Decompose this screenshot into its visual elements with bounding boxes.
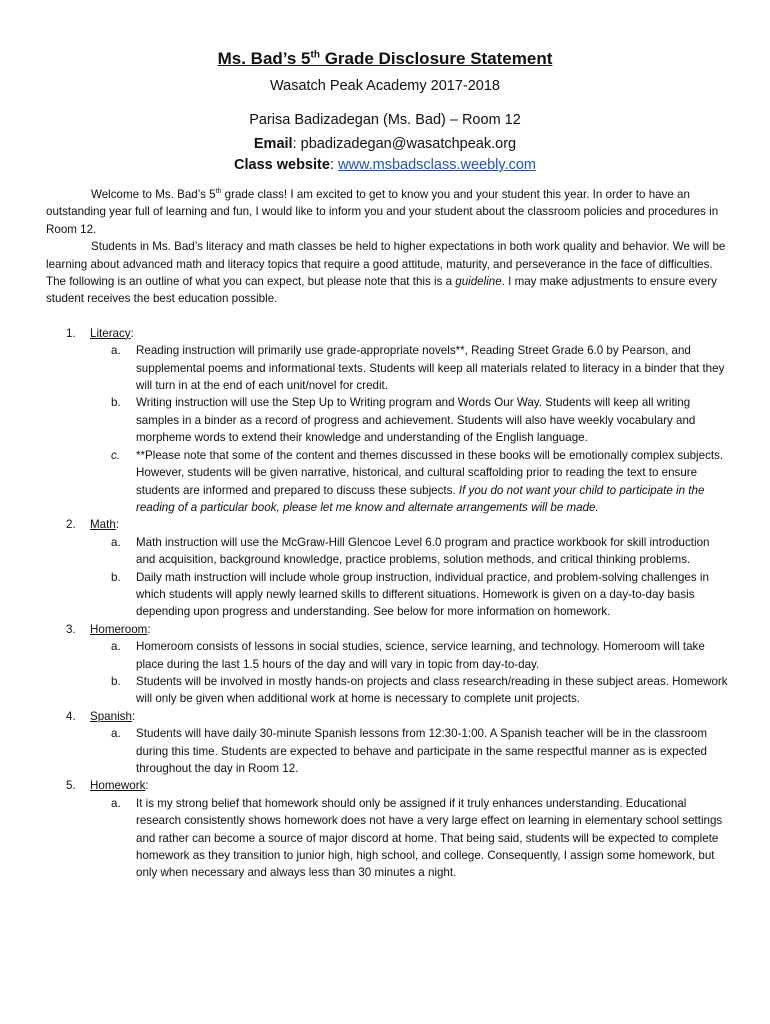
intro-superscript: th (215, 188, 222, 196)
intro2-text-end: . I may make adjustments to ensure every student receives the best education possible. (46, 275, 717, 306)
item-letter: a. (111, 535, 121, 549)
intro-text: Welcome to Ms. Bad’s 5 (91, 188, 216, 201)
list-item (90, 638, 730, 673)
list-item (90, 342, 730, 394)
section-homework (46, 777, 730, 881)
section-colon: : (115, 518, 120, 532)
list-item (90, 795, 730, 882)
item-text: Reading instruction will primarily use grade-appropriate novels**, Reading Street Grade 6.0 by Pearson, and supplemental poems and informational texts. Students will keep all materials related to literacy in a binder that they will turn in at the end of each unit/novel for credit. (136, 344, 725, 393)
website-separator: : (329, 157, 338, 173)
school-line: Wasatch Peak Academy 2017-2018 (270, 78, 500, 94)
list-item (90, 569, 730, 621)
list-item (90, 673, 730, 708)
item-letter: a. (111, 344, 121, 358)
item-text: Daily math instruction will include whole group instruction, individual practice, and problem-solving challenges in which students will apply newly learned skills to different situations. Homework is given on a day-to-day basis depending upon progress and understanding. See below for more information on homework. (136, 570, 709, 619)
website-link[interactable]: www.msbadsclass.weebly.com (338, 157, 536, 173)
title-text: Ms. Bad’s 5 (217, 49, 311, 68)
email-line (0, 134, 770, 154)
policy-list (46, 325, 730, 882)
sub-list (90, 725, 730, 777)
item-text: Students will have daily 30-minute Spanish lessons from 12:30-1:00. A Spanish teacher will be in the classroom during this time. Students are expected to behave and participate in the same respectful manner as is expected throughout the day in Room 12. (136, 727, 708, 775)
section-number: 4. (66, 709, 76, 723)
item-text: Math instruction will use the McGraw-Hill Glencoe Level 6.0 program and practice workbook for skill introduction and acquisition, background knowledge, practice problems, solution methods, and critical thinking problems. (136, 535, 710, 567)
item-text: Writing instruction will use the Step Up to Writing program and Words Our Way. Students will keep all writing samples in a binder as a record of progress and achievement. Students will also have weekly vocabulary and morpheme words to extend their knowledge and understanding of the English language. (136, 396, 696, 445)
item-letter: a. (111, 727, 121, 741)
teacher-line: Parisa Badizadegan (Ms. Bad) – Room 12 (249, 112, 521, 128)
section-colon: : (130, 326, 134, 340)
section-spanish (46, 708, 730, 778)
sub-list (90, 638, 730, 708)
page-title (0, 48, 770, 70)
intro-paragraph-1 (46, 186, 730, 238)
section-colon: : (147, 622, 151, 636)
section-homeroom (46, 621, 730, 708)
sub-list (90, 342, 730, 516)
section-literacy (46, 325, 730, 516)
section-heading: Homework (90, 779, 146, 793)
item-text: It is my strong belief that homework should only be assigned if it truly enhances understanding. Educational research consistently shows homework does not have a very large effect on learning in elementary school settings and rather can become a source of major discord at home. That being said, students will be expected to complete homework as they transition to junior high, high school, and college. Consequently, I assign some homework, but only when necessary and always less than 30 minutes a night. (136, 796, 723, 880)
intro-text-end: grade class! I am excited to get to know you and your student this year. In order to have an outstanding year full of learning and fun, I would like to inform you and your student about the classroom policies and procedures in Room 12. (46, 188, 719, 236)
item-text: **Please note that some of the content and themes discussed in these books will be emotionally complex subjects. However, students will be given narrative, historical, and cultural scaffolding prior to reading the text to ensure students are informed and prepared to discuss these subjects. (136, 448, 724, 497)
list-item (90, 534, 730, 569)
section-heading: Spanish (90, 709, 132, 723)
item-letter: b. (111, 396, 121, 410)
section-colon: : (131, 709, 136, 723)
list-item (90, 447, 730, 517)
website-label: Class website (234, 157, 330, 173)
item-text: Students will be involved in mostly hands-on projects and class research/reading in these subject areas. Homework will only be given when additional work at home is necessary to complete unit projects. (136, 674, 728, 706)
email-label: Email (253, 136, 293, 152)
section-heading: Literacy (90, 326, 131, 340)
document-body (46, 186, 730, 882)
list-item (90, 725, 730, 777)
email-value: : pbadizadegan@wasatchpeak.org (292, 136, 517, 152)
item-text: Homeroom consists of lessons in social studies, science, service learning, and technology. Homeroom will take place during the last 1.5 hours of the day and will vary in topic from day-to-day. (136, 640, 705, 671)
section-heading: Homeroom (90, 622, 148, 636)
website-line (0, 155, 770, 175)
section-number: 3. (66, 622, 76, 636)
item-letter: c. (111, 448, 121, 462)
item-letter: b. (111, 570, 121, 584)
section-math (46, 516, 730, 620)
list-item (90, 394, 730, 446)
intro2-text: Students in Ms. Bad’s literacy and math classes be held to higher expectations in both work quality and behavior. We will be learning about advanced math and literacy topics that require a good attitude, maturity, and perseverance in the face of difficulties. The following is an outline of what you can expect, but please note that this is a (46, 240, 726, 289)
title-superscript: th (310, 49, 320, 61)
section-number: 2. (66, 518, 76, 532)
sub-list (90, 795, 730, 882)
sub-list (90, 534, 730, 621)
item-letter: a. (111, 640, 121, 654)
section-colon: : (145, 779, 149, 793)
item-letter: b. (111, 674, 121, 688)
title-text-end: Grade Disclosure Statement (319, 49, 553, 68)
section-number: 5. (66, 779, 76, 793)
item-italic-text: If you do not want your child to participate in the reading of a particular book, please let me know and alternate arrangements will be made. (136, 483, 705, 514)
section-number: 1. (66, 326, 76, 340)
intro2-emphasis: guideline (455, 275, 502, 289)
section-heading: Math (90, 518, 116, 532)
intro-paragraph-2 (46, 238, 730, 308)
item-letter: a. (111, 796, 121, 810)
